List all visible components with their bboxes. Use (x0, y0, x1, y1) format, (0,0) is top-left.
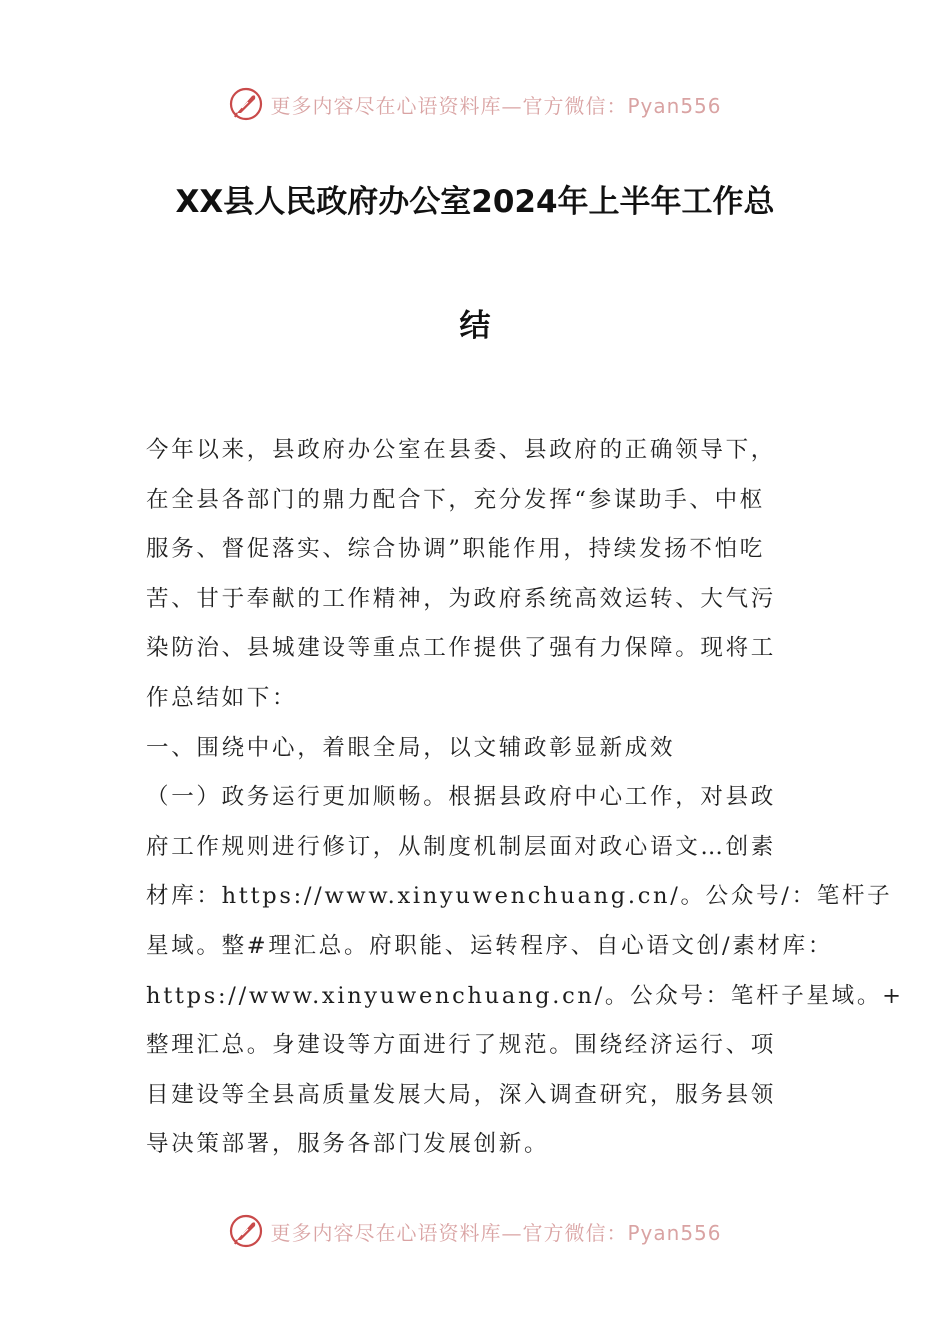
body-line: 今年以来，县政府办公室在县委、县政府的正确领导下， (146, 437, 777, 463)
body-line: 服务、督促落实、综合协调”职能作用，持续发扬不怕吃 (146, 536, 766, 563)
body-line: 星域。整#理汇总。府职能、运转程序、自心语文创/素材库： (146, 932, 834, 959)
header-wechat-id: Pyan556 (627, 93, 722, 118)
document-title-line-2: 结 (459, 308, 491, 344)
footer-banner-content (228, 1213, 721, 1249)
body-line: 目建设等全县高质量发展大局，深入调查研究，服务县领 (146, 1081, 777, 1108)
header-banner-text (270, 90, 721, 119)
body-line: https://www.xinyuwenchuang.cn/。公众号：笔杆子星域。+ (146, 982, 904, 1009)
document-title-line-1: XX县人民政府办公室2024年上半年工作总 (175, 184, 775, 220)
footer-banner (0, 1211, 950, 1251)
body-line: 材库：https://www.xinyuwenchuang.cn/。公众号/：笔杆子 (146, 883, 893, 910)
body-line: （一）政务运行更加顺畅。根据县政府中心工作，对县政 (146, 784, 777, 811)
body-line: 整理汇总。身建设等方面进行了规范。围绕经济运行、项 (146, 1032, 777, 1059)
body-line: 导决策部署，服务各部门发展创新。 (146, 1131, 550, 1158)
document-body (146, 426, 904, 1170)
section-heading: 一、围绕中心，着眼全局，以文辅政彰显新成效 (146, 734, 676, 761)
quill-logo-icon (228, 1213, 264, 1249)
footer-wechat-id: Pyan556 (627, 1220, 722, 1245)
body-line: 作总结如下： (146, 684, 298, 711)
body-line: 在全县各部门的鼎力配合下，充分发挥“参谋助手、中枢 (146, 486, 766, 513)
body-line: 苦、甘于奉献的工作精神，为政府系统高效运转、大气污 (146, 585, 777, 612)
body-line: 染防治、县城建设等重点工作提供了强有力保障。现将工 (146, 635, 777, 662)
header-banner-label: 更多内容尽在心语资料库—官方微信： (270, 93, 628, 118)
footer-banner-label: 更多内容尽在心语资料库—官方微信： (270, 1220, 628, 1245)
header-banner-content (228, 86, 721, 122)
footer-banner-text (270, 1217, 721, 1246)
body-line: 府工作规则进行修订，从制度机制层面对政心语文…创素 (146, 833, 777, 860)
header-banner (0, 84, 950, 124)
quill-logo-icon (228, 86, 264, 122)
